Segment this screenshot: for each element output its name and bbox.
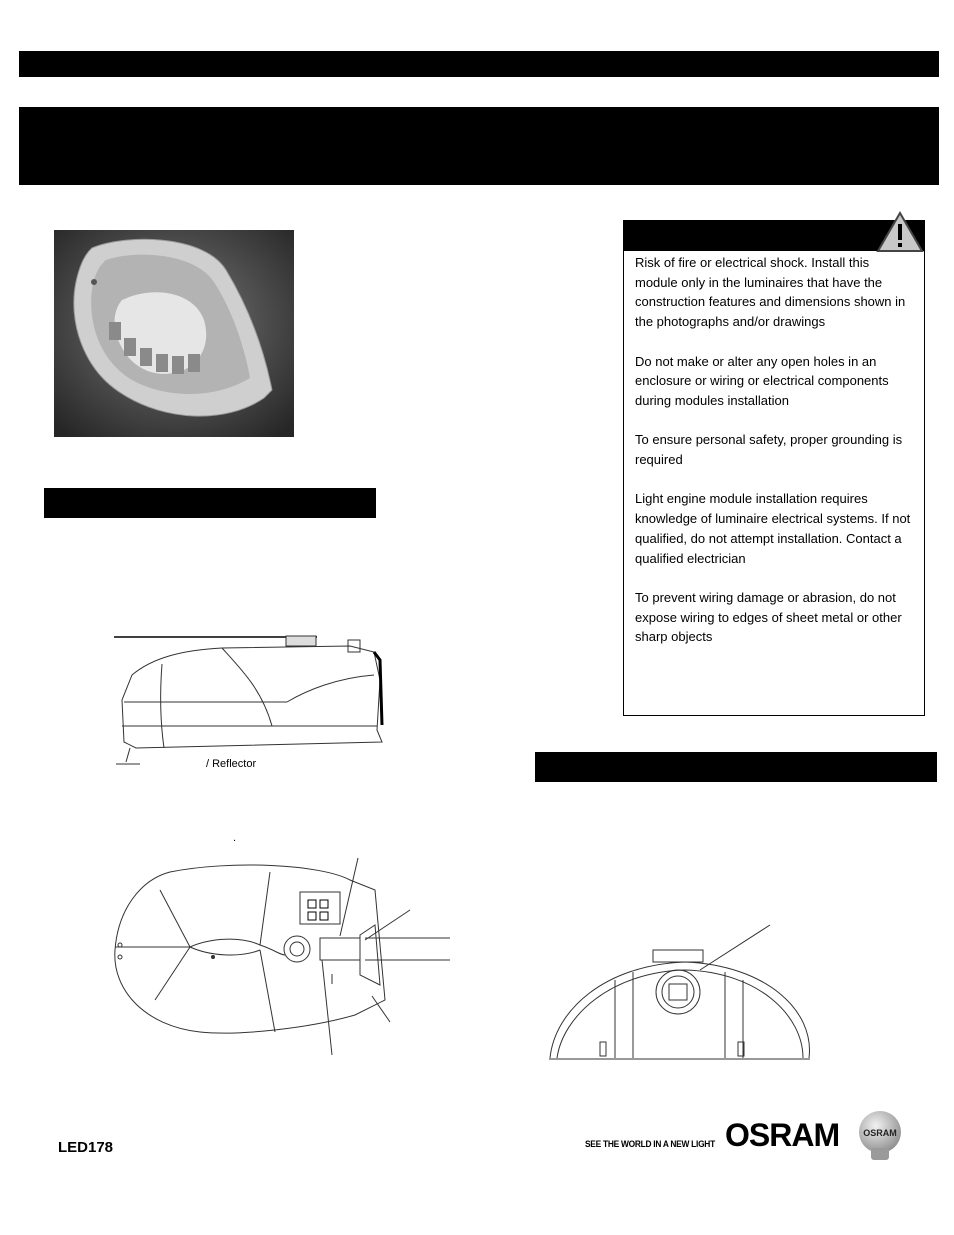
warning-triangle-icon (876, 211, 924, 253)
warning-paragraph: Light engine module installation requires knowledge of luminaire electrical systems. If not qualified, do not attempt installation. Contact a qualified electrician (635, 491, 911, 566)
section-header-bar (535, 752, 937, 782)
logo-text: OSRAM (863, 1128, 897, 1138)
osram-bulb-logo-icon (858, 1108, 904, 1164)
section-header-bar (44, 488, 376, 518)
warning-text (635, 253, 915, 667)
warning-box (623, 220, 925, 716)
warning-paragraph: To prevent wiring damage or abrasion, do not expose wiring to edges of sheet metal or other sharp objects (635, 589, 902, 645)
warning-paragraph: To ensure personal safety, proper grounding is required (635, 432, 903, 467)
warning-paragraph: Do not make or alter any open holes in an enclosure or wiring or electrical components during modules installation (635, 353, 889, 408)
title-bar (19, 107, 939, 185)
luminaire-side-drawing (112, 630, 392, 770)
luminaire-photo (54, 230, 294, 437)
document-code: LED178 (58, 1139, 114, 1156)
brand-tagline: SEE THE WORLD IN A NEW LIGHT (585, 1139, 715, 1150)
figure-label: . (233, 832, 237, 844)
brand-name: OSRAM (725, 1117, 840, 1153)
luminaire-top-drawing (110, 850, 455, 1060)
warning-paragraph: Risk of fire or electrical shock. Install this module only in the luminaires that have the construction features and dimensions shown in the photographs and/or drawings (635, 255, 906, 330)
reflector-label: / Reflector (206, 758, 257, 770)
header-bar (19, 51, 939, 77)
luminaire-front-drawing (545, 920, 825, 1065)
